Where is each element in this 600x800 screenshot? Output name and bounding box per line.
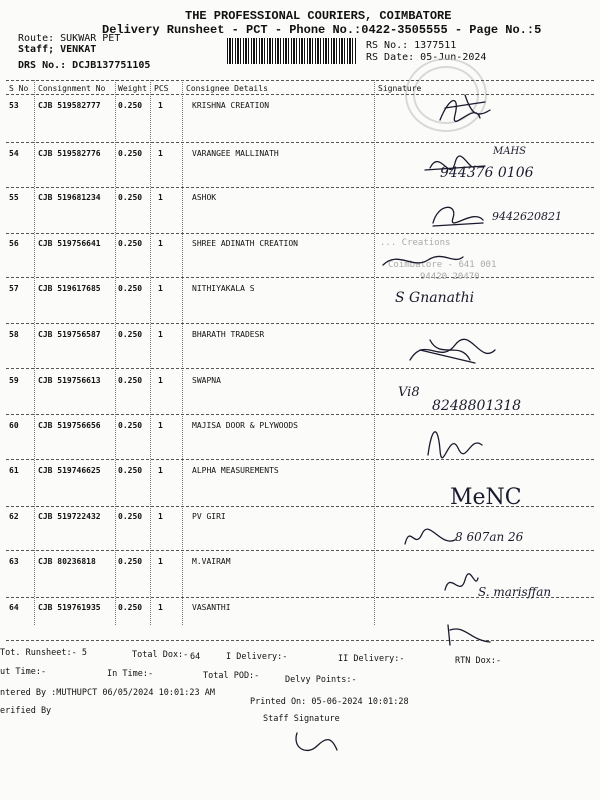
signature-64: [440, 620, 500, 650]
route: Route: SUKWAR PET: [18, 33, 121, 44]
row-consignment: CJB 519756613: [38, 376, 101, 385]
staff: Staff; VENKAT: [18, 44, 97, 55]
col-signature: Signature: [378, 84, 422, 93]
handwriting-55: 9442620821: [492, 210, 562, 223]
row-sno: 62: [9, 512, 19, 521]
row-pcs: 1: [158, 512, 163, 521]
row-sno: 56: [9, 239, 19, 248]
row-consignment: CJB 519582777: [38, 101, 101, 110]
row-pcs: 1: [158, 421, 163, 430]
row-pcs: 1: [158, 330, 163, 339]
row-consignee: ASHOK: [192, 193, 217, 202]
table-header-rule: [6, 94, 594, 95]
signature-55: [428, 198, 488, 232]
row-rule: [6, 323, 594, 324]
signature-60: [420, 420, 490, 460]
row-consignment: CJB 519681234: [38, 193, 101, 202]
row-consignment: CJB 519756587: [38, 330, 101, 339]
out-time: ut Time:-: [0, 667, 47, 677]
i-delivery: I Delivery:-: [226, 652, 288, 662]
signature-63: [440, 570, 480, 600]
row-rule: [6, 640, 594, 641]
row-rule: [6, 368, 594, 369]
row-consignment: CJB 519761935: [38, 603, 101, 612]
row-pcs: 1: [158, 284, 163, 293]
row-consignee: MAJISA DOOR & PLYWOODS: [192, 421, 298, 430]
col-divider: [374, 80, 375, 625]
signature-58: [400, 335, 500, 370]
row-weight: 0.250: [118, 239, 143, 248]
col-pcs: PCS: [154, 84, 169, 93]
handwriting-54: 944376 0106: [440, 165, 534, 181]
row-sno: 59: [9, 376, 19, 385]
row-consignee: VASANTHI: [192, 603, 231, 612]
handwriting-62: 8 607an 26: [455, 530, 524, 544]
printed-on: Printed On: 05-06-2024 10:01:28: [250, 697, 409, 707]
rtn-dox: RTN Dox:-: [455, 656, 502, 666]
tot-runsheet: Tot. Runsheet:- 5: [0, 648, 87, 658]
row-weight: 0.250: [118, 466, 143, 475]
row-weight: 0.250: [118, 557, 143, 566]
row-rule: [6, 142, 594, 143]
total-pod: Total POD:-: [203, 671, 260, 681]
stamp-line: 94420 20470: [420, 272, 480, 282]
ii-delivery: II Delivery:-: [338, 654, 405, 664]
handwriting-59b: 8248801318: [432, 398, 522, 414]
row-rule: [6, 277, 594, 278]
row-rule: [6, 550, 594, 551]
handwriting-64: S. marisffan: [478, 585, 552, 599]
signature-53: [435, 90, 495, 130]
row-consignment: CJB 519722432: [38, 512, 101, 521]
row-pcs: 1: [158, 557, 163, 566]
row-consignment: CJB 519756656: [38, 421, 101, 430]
row-consignee: ALPHA MEASUREMENTS: [192, 466, 279, 475]
total-dox-label: Total Dox:-: [132, 650, 189, 660]
row-sno: 63: [9, 557, 19, 566]
row-weight: 0.250: [118, 603, 143, 612]
total-dox-value: 64: [190, 652, 201, 662]
row-pcs: 1: [158, 193, 163, 202]
table-top-rule: [6, 80, 594, 81]
rs-number: RS No.: 1377511: [366, 40, 457, 51]
row-consignee: M.VAIRAM: [192, 557, 231, 566]
row-consignee: SHREE ADINATH CREATION: [192, 239, 298, 248]
handwriting-57: S Gnanathi: [395, 290, 475, 306]
signature-56: [378, 245, 468, 275]
col-consignment: Consignment No: [38, 84, 106, 93]
row-weight: 0.250: [118, 149, 143, 158]
row-sno: 60: [9, 421, 19, 430]
col-weight: Weight: [118, 84, 147, 93]
row-weight: 0.250: [118, 376, 143, 385]
row-pcs: 1: [158, 149, 163, 158]
row-pcs: 1: [158, 466, 163, 475]
row-pcs: 1: [158, 239, 163, 248]
stamp-line: Coimbatore - 641 001: [388, 260, 497, 270]
row-consignment: CJB 519582776: [38, 149, 101, 158]
row-consignee: PV GIRI: [192, 512, 226, 521]
row-weight: 0.250: [118, 330, 143, 339]
row-consignee: NITHIYAKALA S: [192, 284, 255, 293]
col-sno: S No: [9, 84, 29, 93]
handwriting-61: MeNC: [450, 485, 522, 510]
row-sno: 55: [9, 193, 19, 202]
handwriting-59a: Vi8: [398, 385, 420, 400]
runsheet-title: Delivery Runsheet - PCT - Phone No.:0422-3505555 - Page No.:5: [102, 23, 542, 37]
row-rule: [6, 414, 594, 415]
row-consignment: CJB 519746625: [38, 466, 101, 475]
row-weight: 0.250: [118, 421, 143, 430]
company-name: THE PROFESSIONAL COURIERS, COIMBATORE: [185, 9, 452, 23]
row-consignee: KRISHNA CREATION: [192, 101, 270, 110]
row-rule: [6, 233, 594, 234]
in-time: In Time:-: [107, 669, 154, 679]
row-sno: 53: [9, 101, 19, 110]
row-weight: 0.250: [118, 101, 143, 110]
row-sno: 54: [9, 149, 19, 158]
barcode: [227, 38, 357, 64]
row-pcs: 1: [158, 603, 163, 612]
staff-signature: [292, 728, 342, 758]
drs-number: DRS No.: DCJB137751105: [18, 60, 151, 71]
rs-date: RS Date: 05-Jun-2024: [366, 52, 487, 63]
verified-by: erified By: [0, 706, 52, 716]
row-consignee: SWAPNA: [192, 376, 221, 385]
row-sno: 61: [9, 466, 19, 475]
row-weight: 0.250: [118, 512, 143, 521]
row-consignment: CJB 80236818: [38, 557, 96, 566]
col-divider: [115, 80, 116, 625]
col-divider: [34, 80, 35, 625]
col-consignee: Consignee Details: [186, 84, 268, 93]
row-rule: [6, 459, 594, 460]
col-divider: [150, 80, 151, 625]
col-divider: [182, 80, 183, 625]
row-consignment: CJB 519617685: [38, 284, 101, 293]
handwriting-54b: MAHS: [493, 146, 527, 157]
row-sno: 64: [9, 603, 19, 612]
stamp-line: ... Creations: [380, 238, 451, 248]
row-consignment: CJB 519756641: [38, 239, 101, 248]
signature-62: [400, 522, 460, 552]
row-pcs: 1: [158, 376, 163, 385]
row-weight: 0.250: [118, 284, 143, 293]
delvy-points: Delvy Points:-: [285, 675, 357, 685]
row-pcs: 1: [158, 101, 163, 110]
row-weight: 0.250: [118, 193, 143, 202]
entered-by: ntered By :MUTHUPCT 06/05/2024 10:01:23 AM: [0, 688, 215, 698]
row-consignee: VARANGEE MALLINATH: [192, 149, 279, 158]
row-consignee: BHARATH TRADESR: [192, 330, 265, 339]
staff-signature-label: Staff Signature: [263, 714, 340, 724]
row-sno: 58: [9, 330, 19, 339]
row-sno: 57: [9, 284, 19, 293]
